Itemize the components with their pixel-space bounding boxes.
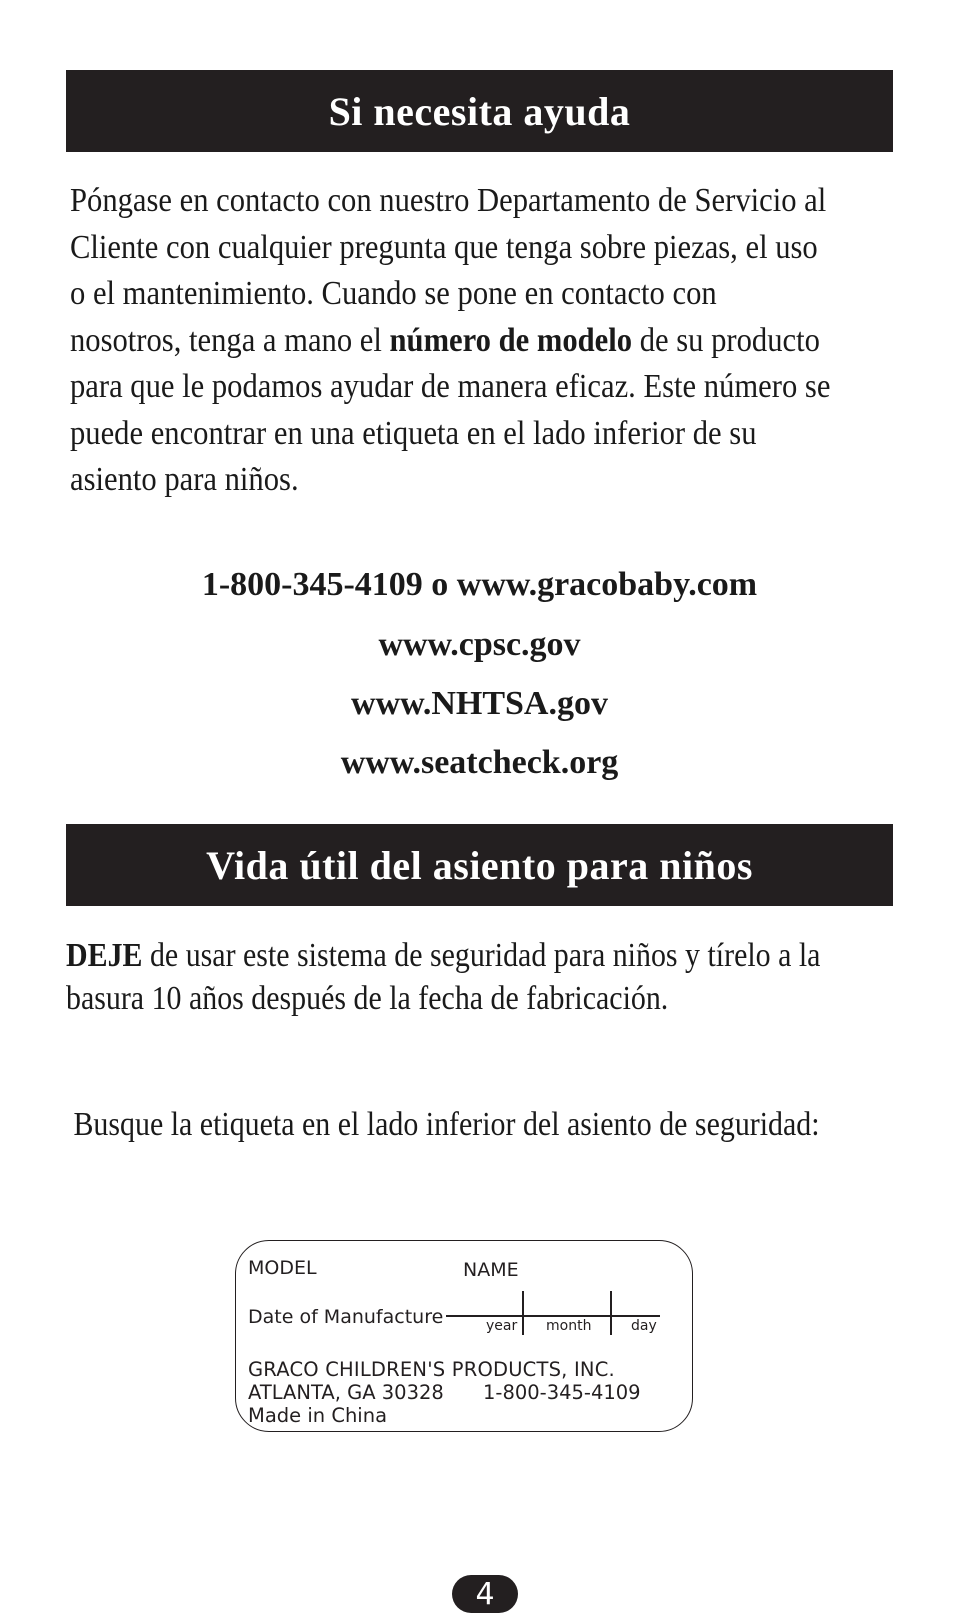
lifespan-paragraph-rest: de usar este sistema de seguridad para niños y tírelo a la basura 10 años después de la fecha de fabricación. [66, 937, 821, 1017]
label-day: day [631, 1318, 657, 1334]
label-company: GRACO CHILDREN'S PRODUCTS, INC. [248, 1358, 615, 1381]
section-title-help [66, 70, 893, 152]
label-instruction: Busque la etiqueta en el lado inferior del asiento de seguridad: [66, 1106, 820, 1143]
help-paragraph-start: Póngase en contacto con nuestro Departamento de Servicio al Cliente con cualquier pregunta que tenga sobre piezas, el uso o el mantenimiento. Cuando se pone en contacto con nosotros, tenga a mano el [70, 182, 827, 359]
label-model: MODEL [248, 1257, 317, 1279]
label-made-in: Made in China [248, 1404, 388, 1427]
date-rule [446, 1315, 660, 1317]
label-phone: 1-800-345-4109 [483, 1381, 641, 1404]
page-number: 4 [452, 1575, 518, 1613]
model-number-emphasis: número de modelo [389, 321, 633, 359]
section-title-help-text: Si necesita ayuda [328, 88, 631, 134]
label-year: year [486, 1318, 518, 1334]
product-label [235, 1240, 693, 1432]
date-divider-month [610, 1291, 612, 1335]
label-name: NAME [463, 1259, 519, 1281]
date-divider-year [522, 1291, 524, 1335]
cpsc-link[interactable]: www.cpsc.gov [378, 626, 581, 663]
help-paragraph-end: de su producto para que le podamos ayudar de manera eficaz. Este número se puede encontrar en una etiqueta en el lado inferior de su asiento para niños. [70, 321, 831, 498]
label-date-of-manufacture: Date of Manufacture [248, 1306, 444, 1328]
contact-line[interactable]: 1-800-345-4109 o www.gracobaby.com [201, 566, 758, 603]
lifespan-paragraph [66, 934, 858, 1020]
section-title-lifespan-text: Vida útil del asiento para niños [206, 842, 753, 888]
section-title-lifespan [66, 824, 893, 906]
help-paragraph [70, 178, 835, 504]
nhtsa-link[interactable]: www.NHTSA.gov [351, 685, 608, 722]
stop-emphasis: DEJE [66, 937, 143, 974]
label-month: month [546, 1318, 592, 1334]
label-address: ATLANTA, GA 30328 [248, 1381, 444, 1404]
seatcheck-link[interactable]: www.seatcheck.org [340, 744, 619, 781]
